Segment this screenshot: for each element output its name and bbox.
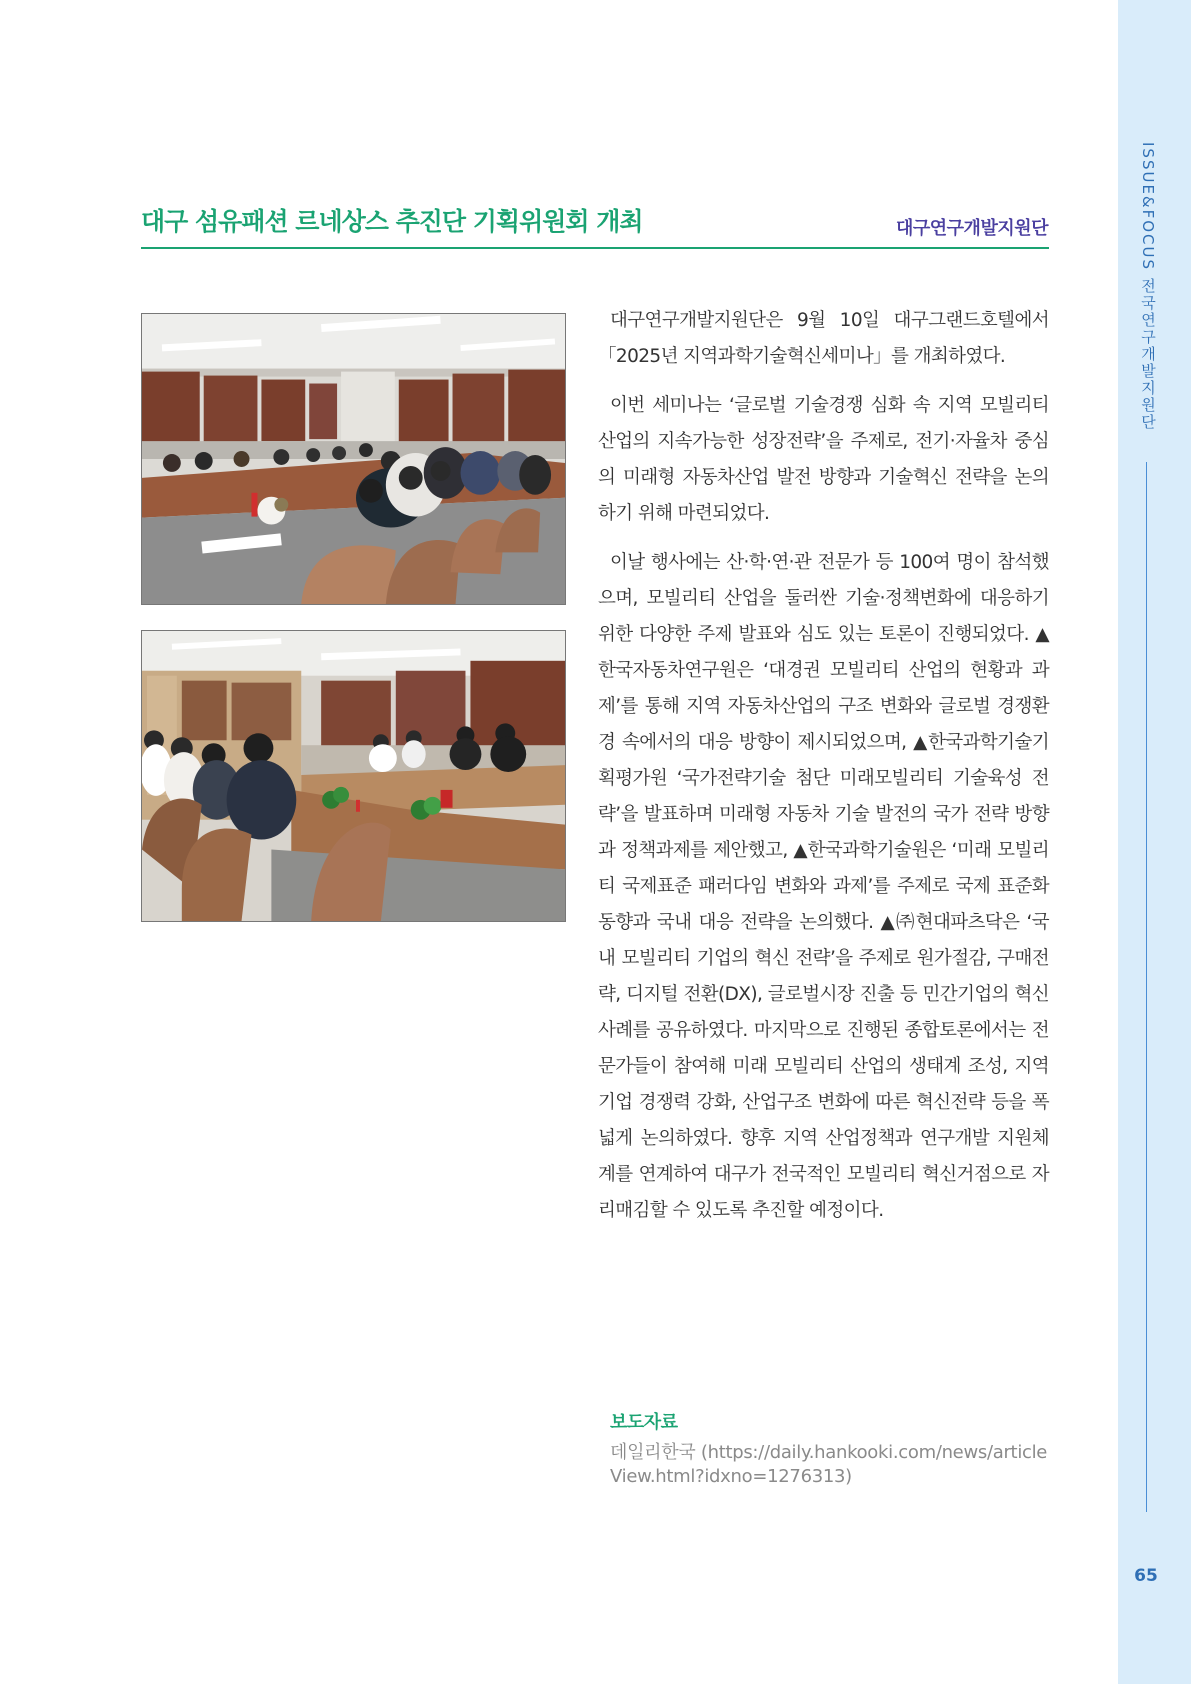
article-body xyxy=(598,303,1049,1242)
article-paragraph: 이날 행사에는 산·학·연·관 전문가 등 100여 명이 참석했으며, 모빌리티 산업을 둘러싼 기술·정책변화에 대응하기 위한 다양한 주제 발표와 심도 있는 토론이 진행되었다. ▲한국자동차연구원은 ‘대경권 모빌리티 산업의 현황과 과제’를 통해 지역 자동차산업의 구조 변화와 글로벌 경쟁환경 속에서의 대응 방향이 제시되었으며, ▲한국과학기술기획평가원 ‘국가전략기술 첨단 미래모빌리티 기술육성 전략’을 발표하며 미래형 자동차 기술 발전의 국가 전략 방향과 정책과제를 제안했고, ▲한국과학기술원은 ‘미래 모빌리티 국제표준 패러다임 변화와 과제’를 주제로 국제 표준화 동향과 국내 대응 전략을 논의했다. ▲㈜현대파츠닥은 ‘국내 모빌리티 기업의 혁신 전략’을 주제로 원가절감, 구매전략, 디지털 전환(DX), 글로벌시장 진출 등 민간기업의 혁신사례를 공유하였다. 마지막으로 진행된 종합토론에서는 전문가들이 참여해 미래 모빌리티 산업의 생태계 조성, 지역 기업 경쟁력 강화, 산업구조 변화에 따른 혁신전략 등을 폭넓게 논의하였다. 향후 지역 산업정책과 연구개발 지원체계를 연계하여 대구가 전국적인 모빌리티 혁신거점으로 자리매김할 수 있도록 추진할 예정이다. xyxy=(598,552,1049,1221)
source-link[interactable]: 데일리한국 (https://daily.hankooki.com/news/articleView.html?idxno=1276313) xyxy=(610,1442,1048,1487)
organization-name: 대구연구개발지원단 xyxy=(896,218,1048,239)
article-paragraph: 대구연구개발지원단은 9월 10일 대구그랜드호텔에서 「2025년 지역과학기술혁신세미나」를 개최하였다. xyxy=(598,310,1049,367)
meeting-photo-1-illustration xyxy=(142,314,565,604)
source-heading: 보도자료 xyxy=(610,1412,678,1433)
meeting-photo-1 xyxy=(141,313,566,605)
title-divider xyxy=(141,247,1049,249)
sidebar-divider xyxy=(1146,462,1147,1512)
article-paragraph: 이번 세미나는 ‘글로벌 기술경쟁 심화 속 지역 모빌리티 산업의 지속가능한 성장전략’을 주제로, 전기·자율차 중심의 미래형 자동차산업 발전 방향과 기술혁신 전략을 논의하기 위해 마련되었다. xyxy=(598,395,1049,524)
page-number: 65 xyxy=(1134,1566,1158,1586)
section-label: ISSUE&FOCUS 전국연구개발지원단 xyxy=(1139,142,1157,431)
meeting-photo-2 xyxy=(141,630,566,922)
meeting-photo-2-illustration xyxy=(142,631,565,921)
article-title: 대구 섬유패션 르네상스 추진단 기획위원회 개최 xyxy=(141,207,643,236)
